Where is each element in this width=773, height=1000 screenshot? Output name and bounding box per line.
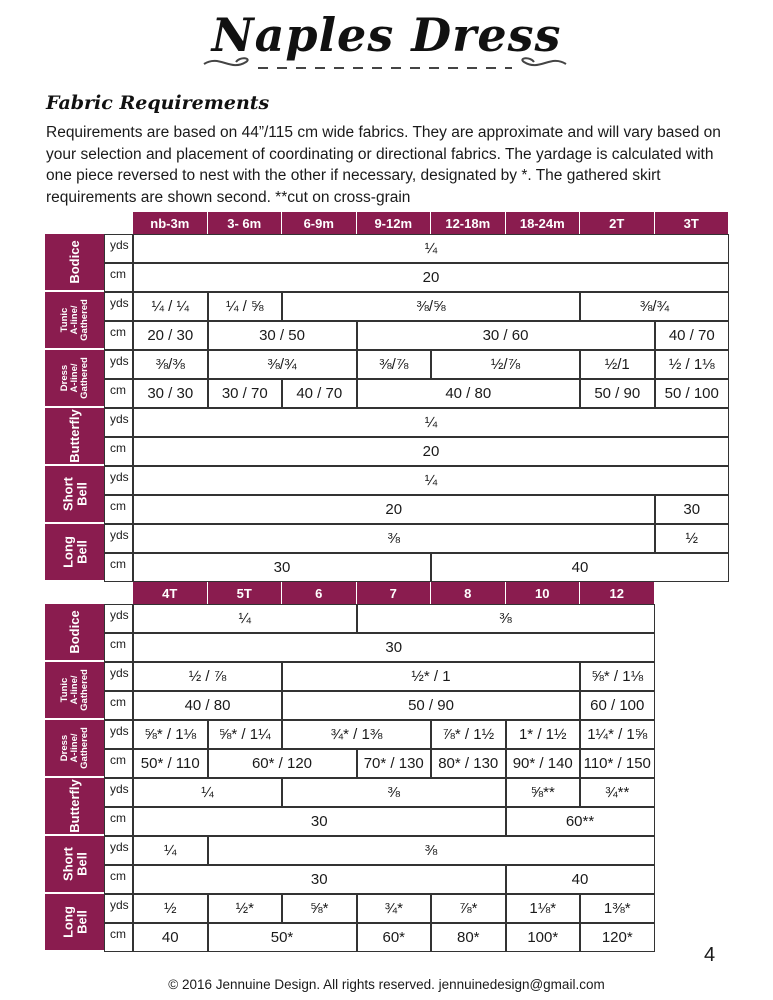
row-group-label xyxy=(45,894,104,952)
unit-label: yds xyxy=(104,894,133,923)
table-cell: 40 xyxy=(431,553,729,582)
table-cell: 1¼* / 1⅝ xyxy=(580,720,655,749)
row-group-label-text: Short Bell xyxy=(59,477,89,511)
table-cell: 30 / 30 xyxy=(133,379,208,408)
row-group-label xyxy=(45,778,104,836)
unit-label: cm xyxy=(104,553,133,582)
unit-label: cm xyxy=(104,495,133,524)
table-cell: 1⅛* xyxy=(506,894,581,923)
size-header: 6 xyxy=(282,582,357,604)
unit-label: yds xyxy=(104,836,133,865)
table-cell: 1⅜* xyxy=(580,894,655,923)
table-cell: 20 xyxy=(133,263,729,292)
table-cell: ⅜ xyxy=(133,524,655,553)
table-cell: ½ / ⅞ xyxy=(133,662,282,691)
table-cell: 40 / 70 xyxy=(282,379,357,408)
table-cell: ¼ xyxy=(133,234,729,263)
table-cell: 100* xyxy=(506,923,581,952)
table-cell: ¾** xyxy=(580,778,655,807)
table-cell: ⅝* / 1⅛ xyxy=(580,662,655,691)
table-cell: ¼ / ¼ xyxy=(133,292,208,321)
table-cell: 40 / 70 xyxy=(655,321,730,350)
table-cell: ⅝* / 1¼ xyxy=(208,720,283,749)
table-cell: 30 xyxy=(133,807,506,836)
page-title: Naples Dress xyxy=(211,8,562,62)
row-group-label xyxy=(45,720,104,778)
row-group-label-text: Tunic A-line/ Gathered xyxy=(58,669,90,711)
table-cell: 30 xyxy=(655,495,730,524)
intro-paragraph: Requirements are based on 44”/115 cm wide fabrics. They are approximate and will vary based on your selection and placement of coordinating or directional fabrics. The yardage is calculated with one piece reversed to nest with the other if necessary, designated by *. The gathered skirt requirements are shown second. **cut on cross-grain xyxy=(46,124,721,206)
unit-label: cm xyxy=(104,437,133,466)
table-cell: 40 xyxy=(133,923,208,952)
table-cell: 60** xyxy=(506,807,655,836)
table-cell: 20 xyxy=(133,437,729,466)
unit-label: cm xyxy=(104,633,133,662)
table-cell: ½* / 1 xyxy=(282,662,580,691)
unit-label: yds xyxy=(104,408,133,437)
row-group-label xyxy=(45,292,104,350)
row-group-label xyxy=(45,604,104,662)
row-group-label-text: Dress A-line/ Gathered xyxy=(58,727,90,769)
row-group-label-text: Bodice xyxy=(66,610,82,654)
table-cell: 50 / 90 xyxy=(580,379,655,408)
row-group-label-text: Dress A-line/ Gathered xyxy=(58,357,90,399)
unit-label: yds xyxy=(104,292,133,321)
table-cell: ⅝** xyxy=(506,778,581,807)
table-cell: 30 xyxy=(133,865,506,894)
table-cell: ⅝* xyxy=(282,894,357,923)
row-group-label xyxy=(45,234,104,292)
unit-label: cm xyxy=(104,321,133,350)
table-cell: ⅜/¾ xyxy=(208,350,357,379)
table-cell: ¼ xyxy=(133,836,208,865)
row-group-label-text: Long Bell xyxy=(59,536,89,568)
row-group-label-text: Tunic A-line/ Gathered xyxy=(58,299,90,341)
size-header: 12 xyxy=(580,582,655,604)
unit-label: cm xyxy=(104,263,133,292)
table-cell: 20 / 30 xyxy=(133,321,208,350)
table-cell: 60* xyxy=(357,923,432,952)
table-cell: ⅝* / 1⅛ xyxy=(133,720,208,749)
table-cell: ¼ xyxy=(133,778,282,807)
unit-label: yds xyxy=(104,466,133,495)
size-header: 8 xyxy=(431,582,506,604)
table-cell: ½/⅞ xyxy=(431,350,580,379)
table-cell: 60 / 100 xyxy=(580,691,655,720)
table-cell: 40 xyxy=(506,865,655,894)
row-group-label xyxy=(45,408,104,466)
unit-label: yds xyxy=(104,778,133,807)
table-cell: ½/1 xyxy=(580,350,655,379)
row-group-label-text: Butterfly xyxy=(66,409,82,463)
unit-label: cm xyxy=(104,749,133,778)
size-header: 3- 6m xyxy=(208,212,283,234)
unit-label: yds xyxy=(104,662,133,691)
size-header: 3T xyxy=(655,212,730,234)
table-cell: 30 / 60 xyxy=(357,321,655,350)
size-header: nb-3m xyxy=(133,212,208,234)
table-cell: 70* / 130 xyxy=(357,749,432,778)
row-group-label-text: Butterfly xyxy=(66,779,82,833)
table-cell: 50* xyxy=(208,923,357,952)
table-cell: ¾* xyxy=(357,894,432,923)
table-cell: 50 / 90 xyxy=(282,691,580,720)
size-header: 2T xyxy=(580,212,655,234)
table-cell: ⅞* xyxy=(431,894,506,923)
size-header: 7 xyxy=(357,582,432,604)
table-cell: ⅞* / 1½ xyxy=(431,720,506,749)
size-header: 18-24m xyxy=(506,212,581,234)
row-group-label xyxy=(45,466,104,524)
row-group-label xyxy=(45,350,104,408)
table-cell: ¾* / 1⅜ xyxy=(282,720,431,749)
table-cell: ½* xyxy=(208,894,283,923)
row-group-label-text: Short Bell xyxy=(59,847,89,881)
row-group-label-text: Bodice xyxy=(66,240,82,284)
table-cell: 30 xyxy=(133,553,431,582)
table-cell: 20 xyxy=(133,495,655,524)
table-cell: ⅜/⅜ xyxy=(133,350,208,379)
table-cell: ⅜/⅞ xyxy=(357,350,432,379)
table-cell: 40 / 80 xyxy=(357,379,581,408)
size-header: 12-18m xyxy=(431,212,506,234)
table-cell: 30 / 70 xyxy=(208,379,283,408)
unit-label: yds xyxy=(104,604,133,633)
table-cell: 90* / 140 xyxy=(506,749,581,778)
table-cell: ⅜ xyxy=(282,778,506,807)
unit-label: cm xyxy=(104,865,133,894)
table-cell: ⅜/¾ xyxy=(580,292,729,321)
size-header: 5T xyxy=(208,582,283,604)
table-cell: 30 / 50 xyxy=(208,321,357,350)
table-cell: ½ xyxy=(133,894,208,923)
unit-label: yds xyxy=(104,524,133,553)
table-cell: 50* / 110 xyxy=(133,749,208,778)
table-cell: 40 / 80 xyxy=(133,691,282,720)
table-cell: 30 xyxy=(133,633,655,662)
unit-label: yds xyxy=(104,234,133,263)
unit-label: cm xyxy=(104,807,133,836)
table-cell: 80* xyxy=(431,923,506,952)
table-cell: ¼ xyxy=(133,604,357,633)
table-cell: 80* / 130 xyxy=(431,749,506,778)
copyright-footer: © 2016 Jennuine Design. All rights reserved. jennuinedesign@gmail.com xyxy=(168,977,605,992)
unit-label: cm xyxy=(104,691,133,720)
table-cell: 60* / 120 xyxy=(208,749,357,778)
table-cell: ⅜ xyxy=(208,836,655,865)
unit-label: yds xyxy=(104,350,133,379)
unit-label: cm xyxy=(104,379,133,408)
page-number: 4 xyxy=(704,944,716,966)
table-cell: ¼ xyxy=(133,466,729,495)
table-cell: ⅜/⅝ xyxy=(282,292,580,321)
size-header: 9-12m xyxy=(357,212,432,234)
table-cell: ½ / 1⅛ xyxy=(655,350,730,379)
unit-label: cm xyxy=(104,923,133,952)
unit-label: yds xyxy=(104,720,133,749)
size-header: 10 xyxy=(506,582,581,604)
table-cell: ¼ / ⅝ xyxy=(208,292,283,321)
row-group-label xyxy=(45,662,104,720)
table-cell: ¼ xyxy=(133,408,729,437)
table-cell: 50 / 100 xyxy=(655,379,730,408)
size-header: 4T xyxy=(133,582,208,604)
row-group-label xyxy=(45,524,104,582)
size-header: 6-9m xyxy=(282,212,357,234)
row-group-label-text: Long Bell xyxy=(59,906,89,938)
table-cell: 110* / 150 xyxy=(580,749,655,778)
table-cell: 120* xyxy=(580,923,655,952)
table-cell: ½ xyxy=(655,524,730,553)
table-cell: ⅜ xyxy=(357,604,655,633)
section-heading: Fabric Requirements xyxy=(46,92,270,114)
row-group-label xyxy=(45,836,104,894)
table-cell: 1* / 1½ xyxy=(506,720,581,749)
